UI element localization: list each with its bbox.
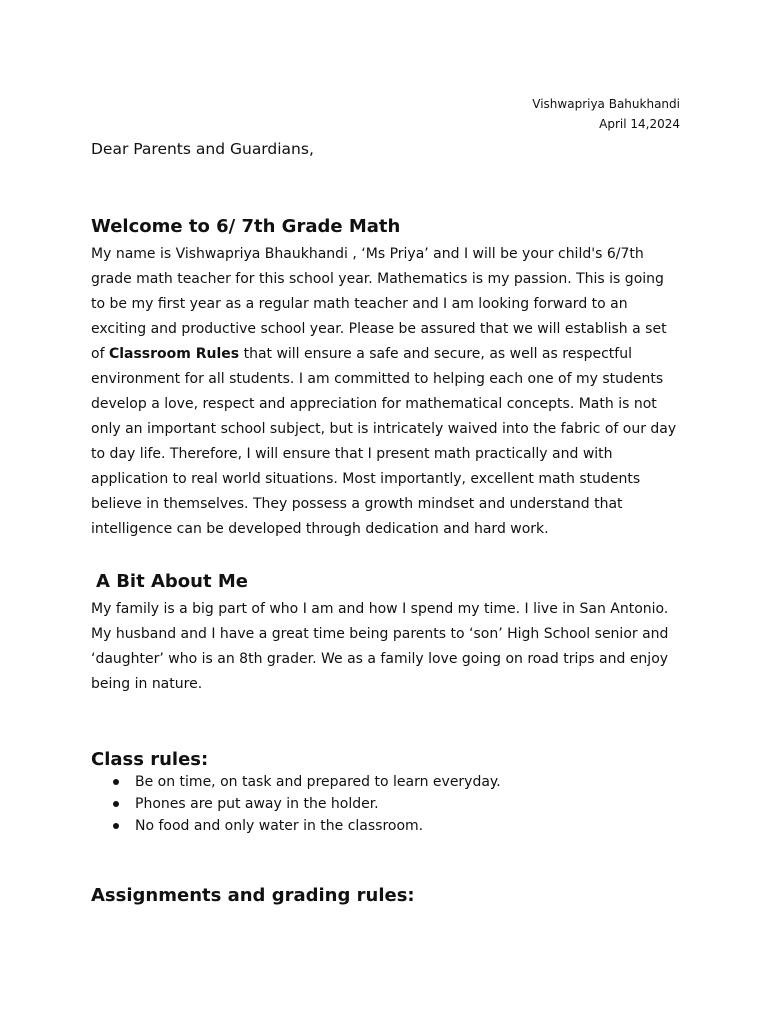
list-item: Be on time, on task and prepared to learn everyday. <box>91 771 501 793</box>
bullet-icon <box>113 779 119 785</box>
classroom-rules-emphasis: Classroom Rules <box>108 346 240 362</box>
bullet-icon <box>113 801 119 807</box>
welcome-heading: Welcome to 6/ 7th Grade Math <box>91 216 401 237</box>
class-rules-list <box>91 771 501 837</box>
about-paragraph <box>91 597 685 697</box>
about-text: My family is a big part of who I am and how I spend my time. I live in San Antonio. My husband and I have a great time being parents to ‘son’ High School senior and ‘daughter’ who is an 8th grader. We as a family love going on road trips and enjoy being in nature. <box>91 601 669 692</box>
about-heading: A Bit About Me <box>96 571 248 592</box>
list-item: Phones are put away in the holder. <box>91 793 501 815</box>
bullet-icon <box>113 823 119 829</box>
welcome-paragraph <box>91 242 681 542</box>
welcome-text-part1: My name is Vishwapriya Bhaukhandi , ‘Ms Priya’ and I will be your child's 6/7th grade math teacher for this school year. Mathematics is my passion. This is going to be my first year as a regular math teacher and I am looking forward to an exciting and productive school year. Please be assured that we will establish a set of <box>91 246 667 362</box>
salutation: Dear Parents and Guardians, <box>91 140 314 158</box>
list-item: No food and only water in the classroom. <box>91 815 501 837</box>
author-name: Vishwapriya Bahukhandi <box>532 97 680 111</box>
assignments-heading: Assignments and grading rules: <box>91 885 415 906</box>
letter-date: April 14,2024 <box>599 117 680 131</box>
letter-header <box>532 94 680 134</box>
class-rules-heading: Class rules: <box>91 749 209 770</box>
welcome-text-part2: that will ensure a safe and secure, as well as respectful environment for all students. I am committed to helping each one of my students develop a love, respect and appreciation for mathematical concepts. Math is not only an important school subject, but is intricately waived into the fabric of our day to day life. Therefore, I will ensure that I present math practically and with application to real world situations. Most importantly, excellent math students believe in themselves. They possess a growth mindset and understand that intelligence can be developed through dedication and hard work. <box>91 346 677 537</box>
